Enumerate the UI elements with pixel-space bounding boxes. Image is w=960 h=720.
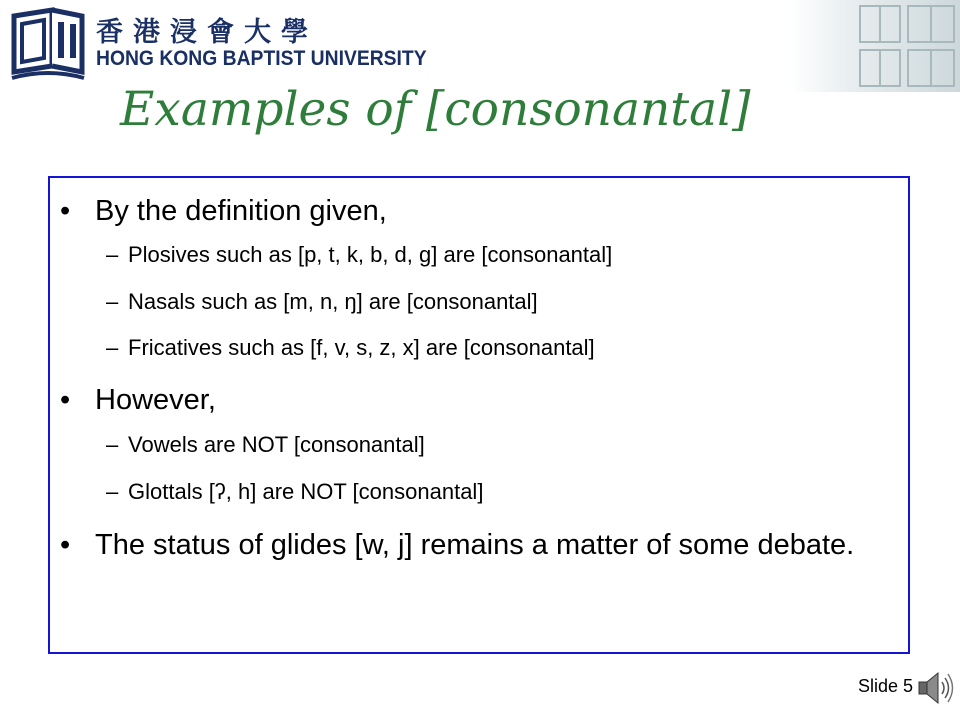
sub-bullet-marker: – <box>106 432 119 457</box>
bullet-text: By the definition given, <box>95 195 387 227</box>
sub-bullet-text: Plosives such as [p, t, k, b, d, g] are [consonantal] <box>128 242 613 267</box>
bullet-marker: • <box>60 384 71 416</box>
university-name-english: HONG KONG BAPTIST UNIVERSITY <box>96 47 427 70</box>
sub-bullet-text: Fricatives such as [f, v, s, z, x] are [consonantal] <box>128 335 595 360</box>
bullet-marker: • <box>60 195 71 227</box>
content-box <box>48 176 910 654</box>
sub-bullet-text: Nasals such as [m, n, ŋ] are [consonantal] <box>128 289 538 314</box>
hkbu-logo-icon <box>8 6 88 84</box>
bullet-marker: • <box>60 529 71 561</box>
sub-bullet-text: Vowels are NOT [consonantal] <box>128 432 425 457</box>
sub-bullet-text: Glottals [ʔ, h] are NOT [consonantal] <box>128 479 484 504</box>
campus-building-icon <box>790 0 960 92</box>
sub-bullet-marker: – <box>106 242 119 267</box>
slide-title: Examples of [consonantal] <box>120 82 751 137</box>
slide-number: Slide 5 <box>858 676 914 696</box>
slide-header <box>0 0 960 90</box>
sub-bullet-marker: – <box>106 335 119 360</box>
university-name-chinese: 香港浸會大學 <box>96 17 318 48</box>
speaker-icon[interactable] <box>916 670 956 706</box>
sub-bullet-marker: – <box>106 289 119 314</box>
bullet-text: However, <box>95 384 216 416</box>
sub-bullet-marker: – <box>106 479 119 504</box>
bullet-text: The status of glides [w, j] remains a matter of some debate. <box>95 529 855 561</box>
